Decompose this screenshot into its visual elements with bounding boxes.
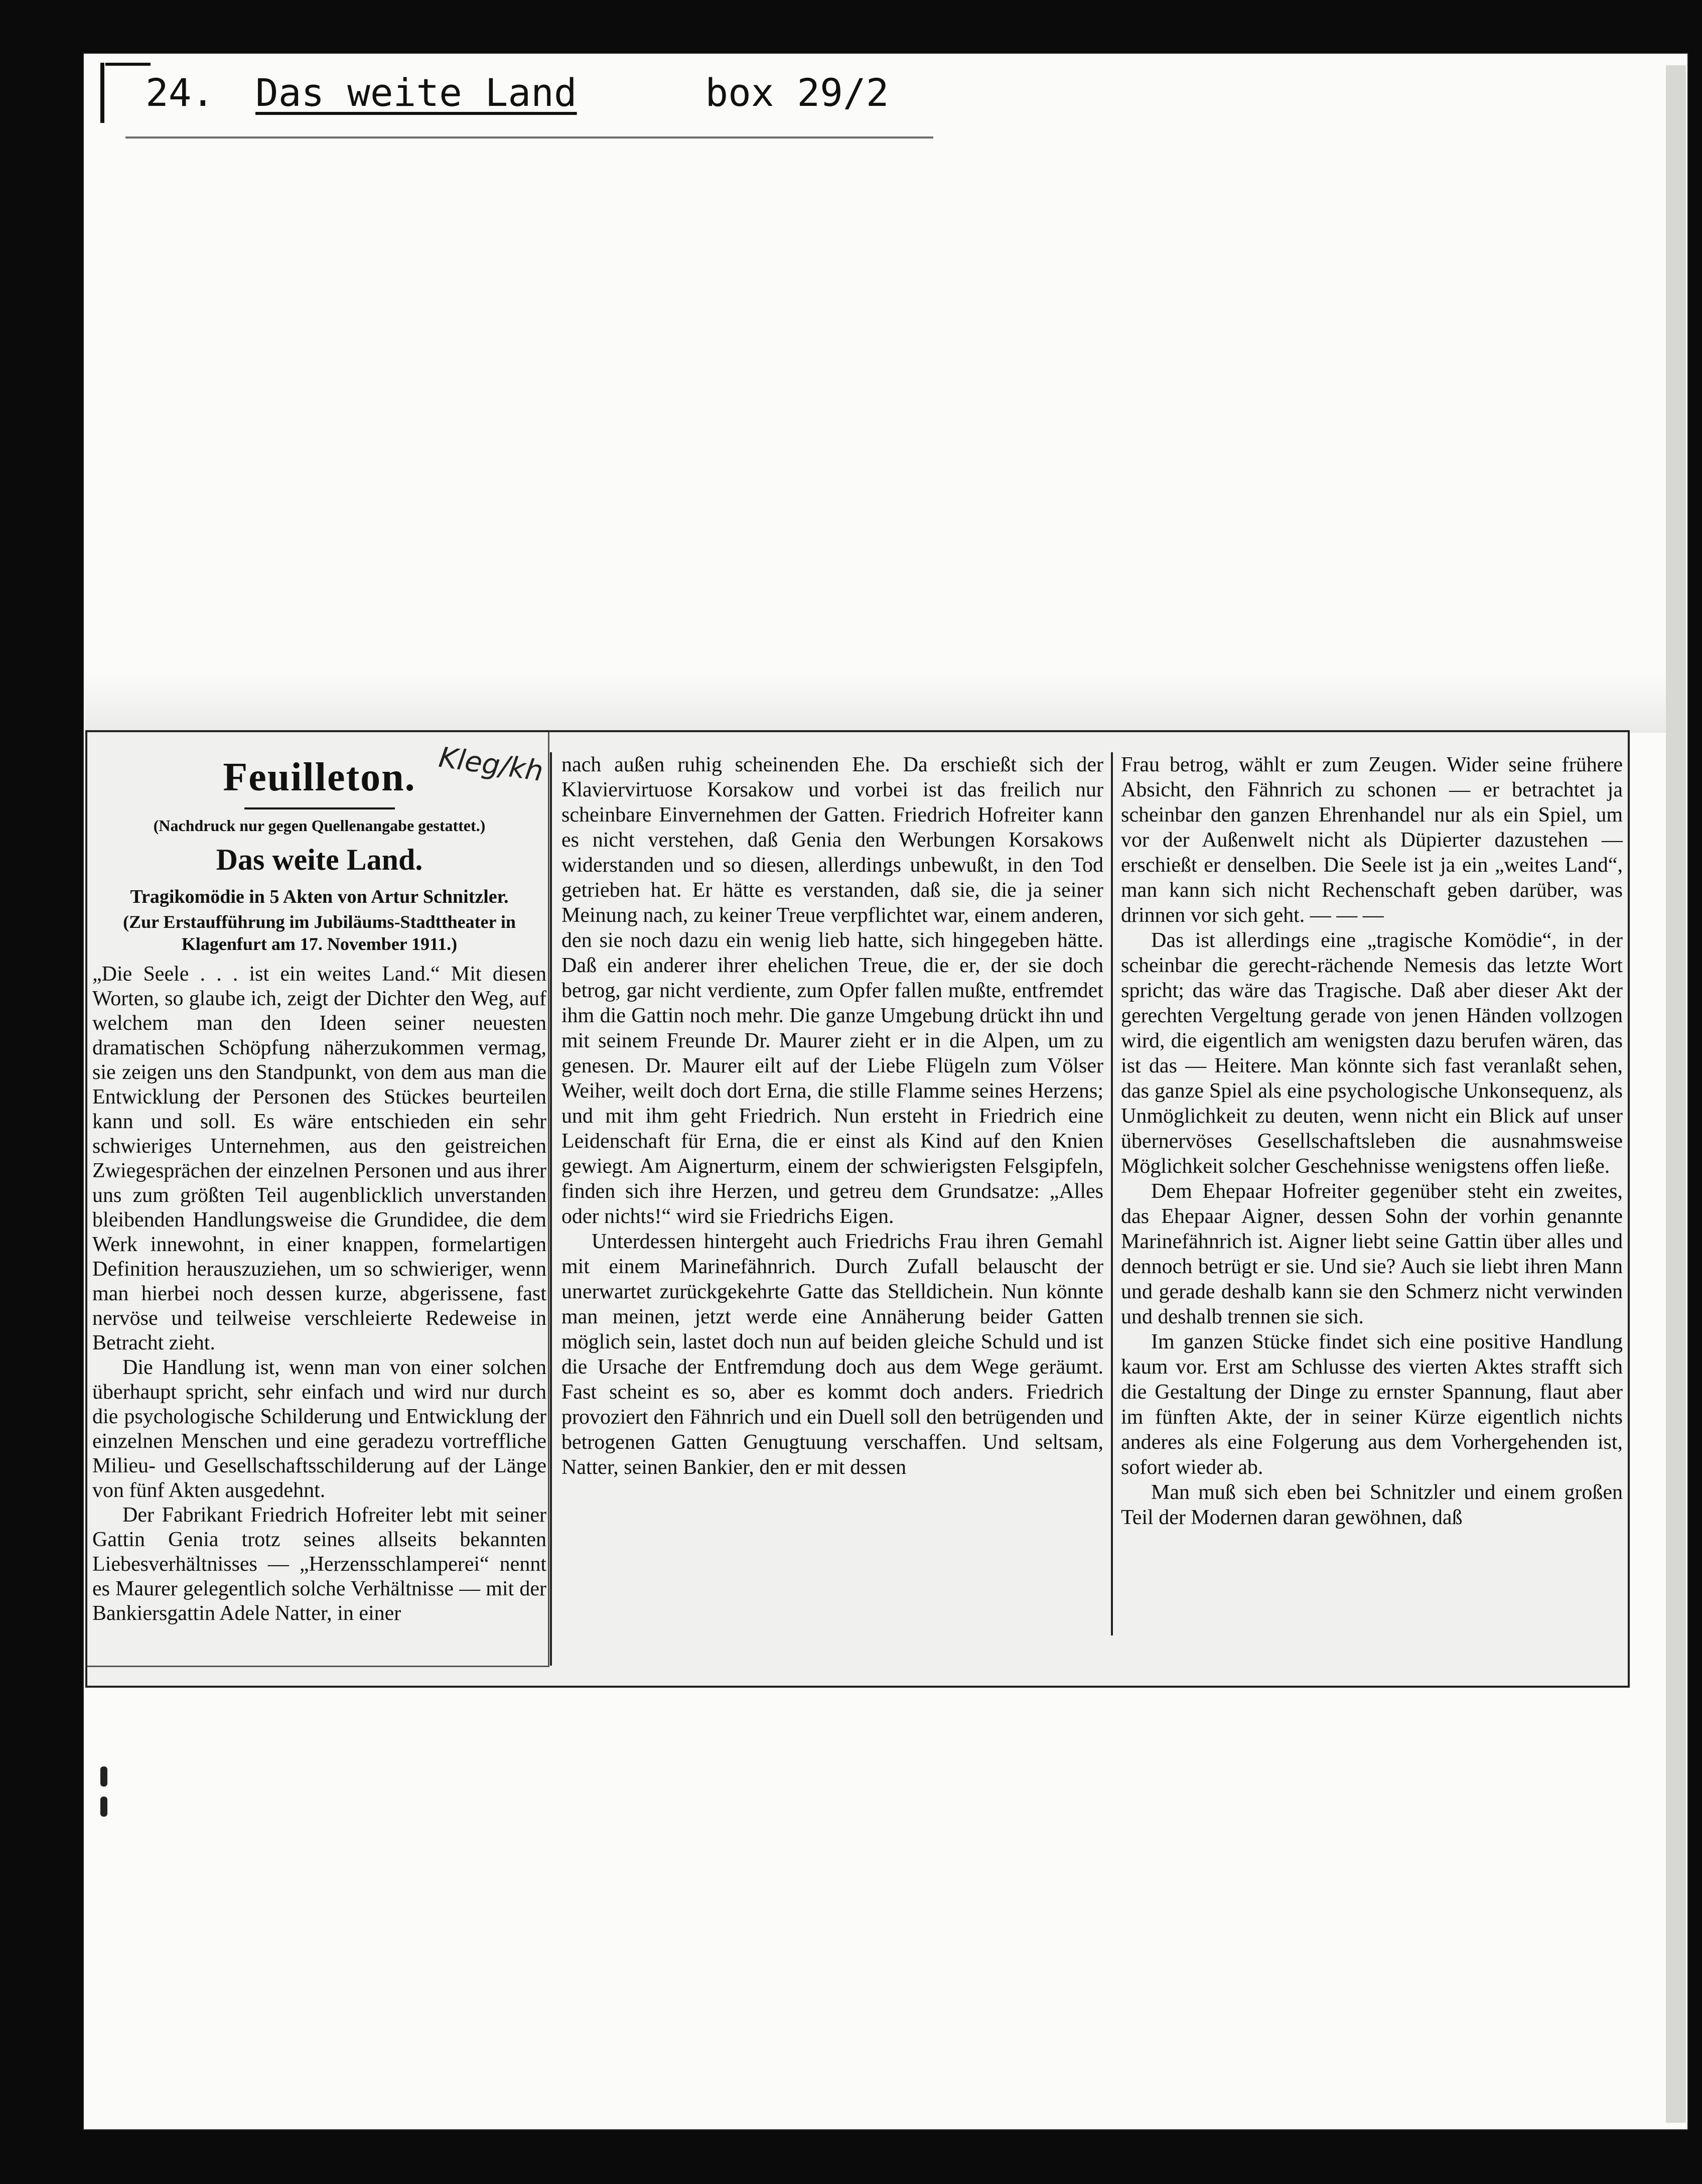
header-title: Das weite Land	[255, 70, 577, 115]
section-heading: Feuilleton.	[223, 755, 416, 799]
column3-paragraph: Dem Ehepaar Hofreiter gegenüber steht ein zweites, das Ehepaar Aigner, dessen Sohn der vorhin genannte Marinefähnrich ist. Aigner liebt seine Gattin über alles und dennoch betrügt er sie. Und sie? Auch sie liebt ihren Mann und gerade deshalb kann sie den Schmerz nicht verwinden und deshalb trennen sie sich.	[1121, 1180, 1623, 1328]
heading-separator	[244, 807, 395, 809]
header-underline	[125, 136, 933, 139]
column3-paragraph: Das ist allerdings eine „tragische Komödie“, in der scheinbar die gerecht-rächende Nemesis das letzte Wort spricht; das wäre das Tragische. Daß aber dieser Akt der gerechten Vergeltung gerade von jenen Händen vollzogen wird, die eigentlich am wenigsten dazu berufen wären, das ist das — Heitere. Man könnte sich fast veranlaßt sehen, das ganze Spiel als eine psychologische Unkonsequenz, als Unmöglichkeit zu deuten, wenn nicht ein Blick auf unser übernervöses Gesellschaftsleben die ausnahmsweise Möglichkeit solcher Geschehnisse wenigstens offen ließe.	[1121, 929, 1623, 1178]
column1-paragraph: Der Fabrikant Friedrich Hofreiter lebt mit seiner Gattin Genia trotz seines allseits bekannten Liebesverhältnisses — „Herzensschlamperei“ nennt es Maurer gelegentlich solche Verhältnisse — mit der Bankiersgattin Adele Natter, in einer	[92, 1504, 546, 1625]
play-subtitle: Tragikomödie in 5 Akten von Artur Schnitzler.	[130, 886, 509, 907]
page-corner-mark-top	[105, 63, 151, 66]
handwritten-note: Kleg/kh	[437, 741, 545, 788]
column-3	[1121, 752, 1623, 1706]
page-corner-mark	[100, 63, 104, 123]
column2-paragraph: Unterdessen hintergeht auch Friedrichs Frau ihren Gemahl mit einem Marinefähnrich. Durch Zufall belauscht der unerwartet zurückgekehrte Gatte das Stelldichein. Nun könnte man meinen, jetzt werde eine Annäherung beider Gatten möglich sein, lastet doch nun auf beiden gleiche Schuld und ist die Ursache der Entfremdung doch aus dem Wege geräumt. Fast scheint es so, aber es kommt doch anders. Friedrich provoziert den Fähnrich und ein Duell soll den betrügenden und betrogenen Gatten Genugtuung verschaffen. Und seltsam, Natter, seinen Bankier, den er mit dessen	[561, 1230, 1103, 1479]
margin-mark	[100, 1797, 107, 1817]
column2-paragraph: nach außen ruhig scheinenden Ehe. Da erschießt sich der Klaviervirtuose Korsakow und vorbei ist das freilich nur scheinbare Einvernehmen der Gatten. Friedrich Hofreiter kann es nicht verstehen, daß Genia den Werbungen Korsakows widerstanden und so diesen, allerdings unbewußt, in den Tod getrieben hat. Er hätte es verstanden, daß sie, die ja seiner Meinung nach, zu keiner Treue verpflichtet war, einem anderen, den sie noch dazu ein wenig lieb hatte, sich hingegeben hätte. Daß ein anderer ihrer ehelichen Treue, die er, der sie doch betrog, gar nicht verdiente, zum Opfer fallen mußte, entfremdet ihm die Gattin noch mehr. Die ganze Umgebung drückt ihn und mit seinem Freunde Dr. Maurer zieht er in die Alpen, um zu genesen. Dr. Maurer eilt auf der Liebe Flügeln zum Völser Weiher, weilt doch dort Erna, die stille Flamme seines Herzens; und mit ihm geht Friedrich. Nun ersteht in Friedrich eine Leidenschaft für Erna, die er einst als Kind auf den Knien gewiegt. Am Aignerturm, einem der schwierigsten Felsgipfeln, finden sich ihre Herzen, und getreu dem Grundsatze: „Alles oder nichts!“ wird sie Friedrichs Eigen.	[561, 753, 1103, 1228]
newspaper-clipping	[85, 730, 1630, 1688]
column-1	[92, 741, 546, 1625]
column1-paragraph: Die Handlung ist, wenn man von einer solchen überhaupt spricht, sehr einfach und wird nur durch die psychologische Schilderung und Entwicklung der einzelnen Menschen und eine geradezu vortreffliche Milieu- und Gesellschaftsschilderung auf der Länge von fünf Akten ausgedehnt.	[92, 1356, 546, 1502]
column3-paragraph: Im ganzen Stücke findet sich eine positive Handlung kaum vor. Erst am Schlusse des vierten Aktes strafft sich die Gestaltung der Dinge zu ernster Spannung, flaut aber im fünften Akte, der in seiner Kürze eigentlich nichts anderes als eine Folgerung aus dem Vorhergehenden ist, sofort wieder ab.	[1121, 1330, 1623, 1479]
margin-mark	[100, 1766, 107, 1787]
header-box: box 29/2	[705, 70, 889, 115]
column-rule	[550, 752, 552, 1666]
archive-header	[146, 65, 907, 120]
scan-shadow	[85, 672, 1666, 733]
header-number: 24.	[146, 70, 215, 115]
column-rule	[1111, 752, 1113, 1635]
reprint-notice: (Nachdruck nur gegen Quellenangabe gestattet.)	[153, 816, 486, 835]
performance-info: (Zur Erstaufführung im Jubiläums-Stadttheater in Klagenfurt am 17. November 1911.)	[123, 912, 516, 954]
play-title: Das weite Land.	[216, 843, 423, 876]
column1-paragraph: „Die Seele . . . ist ein weites Land.“ Mit diesen Worten, so glaube ich, zeigt der Dichter den Weg, auf welchem man den Ideen seiner neuesten dramatischen Schöpfung näherzukommen vermag, sie zeigen uns den Standpunkt, von dem aus man die Entwicklung der Personen des Stückes beurteilen kann und soll. Es wäre entschieden ein sehr schwieriges Unternehmen, aus den geistreichen Zwiegesprächen der einzelnen Personen und aus ihrer uns zum größten Teil augenblicklich unverstanden bleibenden Handlungsweise die Grundidee, die dem Werk innewohnt, in einer knappen, formelartigen Definition herauszuziehen, um so schwieriger, wenn man hierbei noch dessen kurze, abgerissene, fast nervöse und teilweise verschleierte Redeweise in Betracht zieht.	[92, 963, 546, 1354]
column-2	[561, 752, 1103, 1706]
column3-paragraph: Frau betrog, wählt er zum Zeugen. Wider seine frühere Absicht, den Fähnrich zu schonen — er betrachtet ja scheinbar den ganzen Ehrenhandel nur als ein Spiel, um vor der Außenwelt nicht als Düpierter dazustehen — erschießt er denselben. Die Seele ist ja ein „weites Land“, man kann sich nicht Rechenschaft geben darüber, was drinnen vor sich geht. — — —	[1121, 753, 1623, 927]
column3-paragraph: Man muß sich eben bei Schnitzler und einem großen Teil der Modernen daran gewöhnen, daß	[1121, 1481, 1623, 1529]
page-right-edge	[1666, 65, 1686, 2123]
